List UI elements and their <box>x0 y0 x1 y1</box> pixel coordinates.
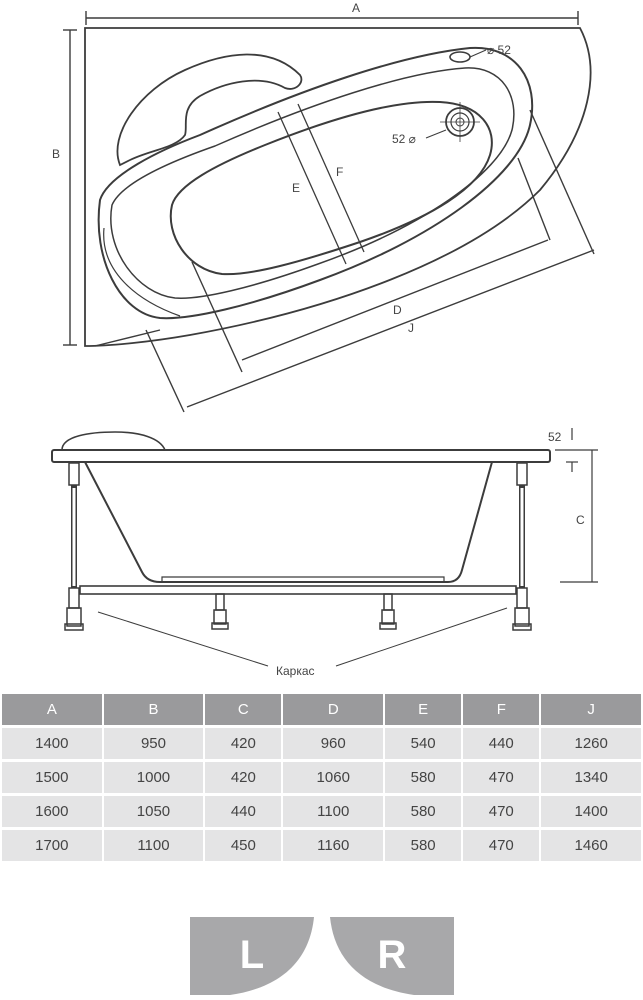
side-tub-body <box>85 462 492 582</box>
table-cell: 1060 <box>283 762 383 793</box>
frame-foot-middle-right <box>380 594 396 629</box>
table-cell: 1050 <box>104 796 204 827</box>
table-cell: 470 <box>463 796 539 827</box>
header-j: J <box>541 694 641 725</box>
variant-left-badge[interactable] <box>190 917 314 995</box>
label-e: E <box>292 181 301 195</box>
top-view-drawing <box>0 0 643 420</box>
side-rim <box>52 450 550 462</box>
dimension-line-d <box>242 240 548 360</box>
frame-leg-right <box>513 463 531 630</box>
table-header-row <box>2 694 641 725</box>
table-cell: 1400 <box>2 728 102 759</box>
label-f: F <box>336 165 344 179</box>
table-cell: 1260 <box>541 728 641 759</box>
variant-left-label: L <box>239 933 265 977</box>
frame-crossbar <box>80 586 516 594</box>
table-cell: 540 <box>385 728 461 759</box>
table-cell: 960 <box>283 728 383 759</box>
table-cell: 1000 <box>104 762 204 793</box>
frame-leg-left <box>65 463 83 630</box>
header-d: D <box>283 694 383 725</box>
header-c: C <box>205 694 281 725</box>
variant-right-badge[interactable] <box>330 917 454 995</box>
table-row <box>2 830 641 861</box>
label-c: C <box>576 513 585 527</box>
tub-outer-contour <box>99 48 533 318</box>
overflow-hole <box>450 52 470 62</box>
overflow-diameter-label: ⌀ 52 <box>487 43 511 57</box>
table-cell: 470 <box>463 762 539 793</box>
frame-pointer-left <box>98 612 268 666</box>
side-headrest <box>62 432 165 450</box>
label-a: A <box>352 1 361 15</box>
header-f: F <box>463 694 539 725</box>
table-cell: 420 <box>205 762 281 793</box>
frame-pointer-right <box>336 608 507 666</box>
side-view-drawing <box>0 420 643 680</box>
table-cell: 1460 <box>541 830 641 861</box>
table-row <box>2 728 641 759</box>
table-cell: 1160 <box>283 830 383 861</box>
table-row <box>2 796 641 827</box>
drain-diameter-label: 52 ⌀ <box>392 132 416 146</box>
table-cell: 1500 <box>2 762 102 793</box>
table-cell: 580 <box>385 796 461 827</box>
tub-rim-outline <box>85 28 591 346</box>
table-cell: 440 <box>205 796 281 827</box>
table-cell: 580 <box>385 830 461 861</box>
label-d: D <box>393 303 402 317</box>
variant-right-label: R <box>377 933 407 977</box>
table-cell: 950 <box>104 728 204 759</box>
table-cell: 1100 <box>283 796 383 827</box>
label-j: J <box>408 321 414 335</box>
table-cell: 420 <box>205 728 281 759</box>
dimension-line-j <box>187 250 594 407</box>
label-b: B <box>52 147 61 161</box>
table-cell: 580 <box>385 762 461 793</box>
rim-height-label: 52 <box>548 430 562 444</box>
table-cell: 450 <box>205 830 281 861</box>
frame-label: Каркас <box>276 664 315 678</box>
dimensions-table <box>0 691 643 864</box>
table-cell: 1600 <box>2 796 102 827</box>
frame-foot-middle-left <box>212 594 228 629</box>
table-cell: 1400 <box>541 796 641 827</box>
header-b: B <box>104 694 204 725</box>
table-row <box>2 762 641 793</box>
table-cell: 1700 <box>2 830 102 861</box>
table-cell: 440 <box>463 728 539 759</box>
header-e: E <box>385 694 461 725</box>
table-cell: 470 <box>463 830 539 861</box>
table-cell: 1340 <box>541 762 641 793</box>
table-cell: 1100 <box>104 830 204 861</box>
header-a: A <box>2 694 102 725</box>
